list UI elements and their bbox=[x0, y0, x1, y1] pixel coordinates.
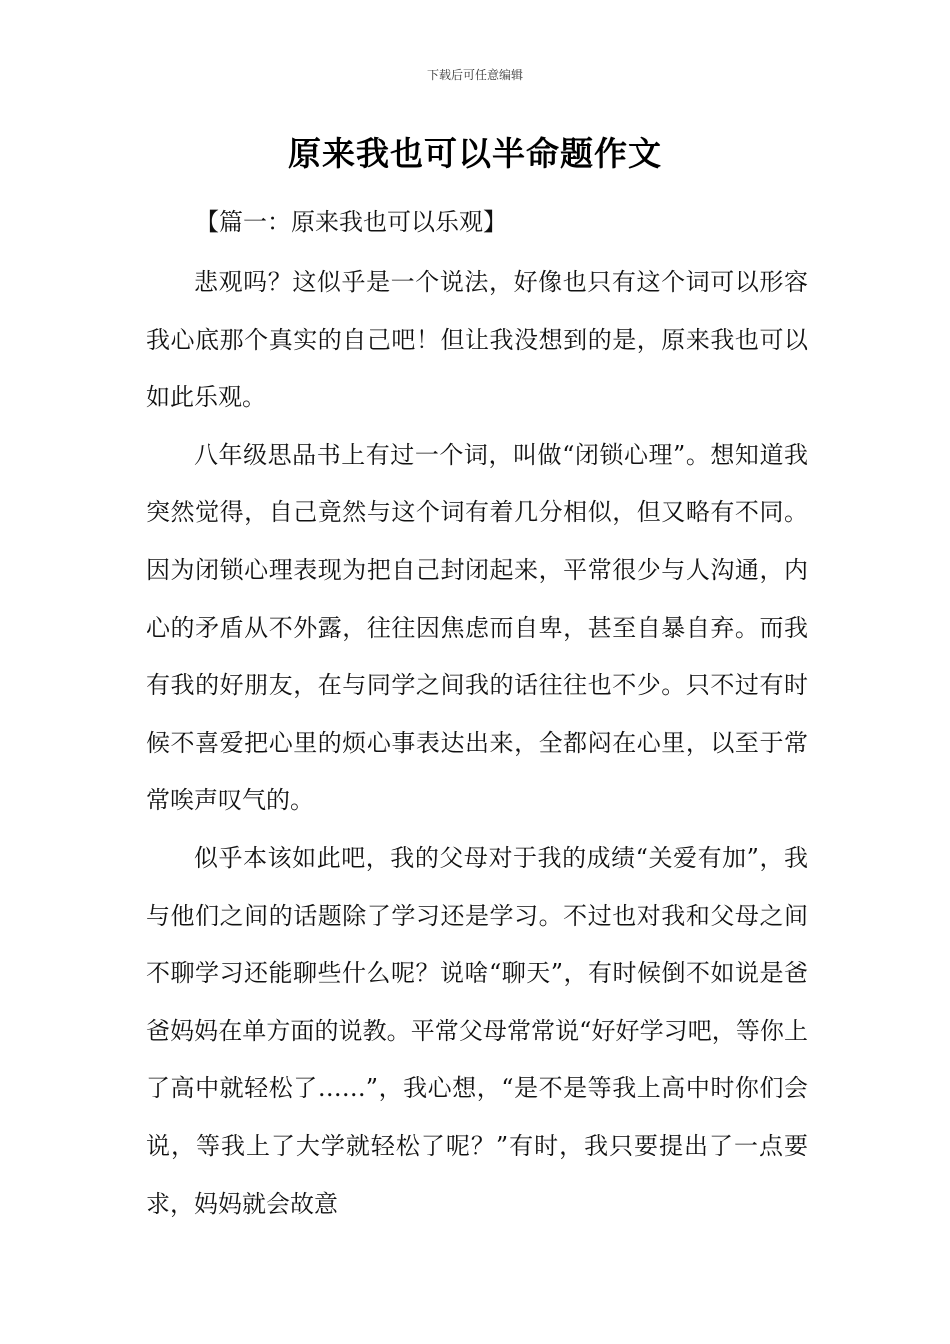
paragraph: 似乎本该如此吧，我的父母对于我的成绩“关爱有加”，我与他们之间的话题除了学习还是学习。不过也对我和父母之间不聊学习还能聊些什么呢？说啥“聊天”，有时候倒不如说是爸爸妈妈在单方面的说教。平常父母常常说“好好学习吧，等你上了高中就轻松了……”，我心想，“是不是等我上高中时你们会说，等我上了大学就轻松了呢？”有时，我只要提出了一点要求，妈妈就会故意 bbox=[146, 843, 808, 1218]
body-text bbox=[146, 254, 808, 1233]
paragraph: 悲观吗？这似乎是一个说法，好像也只有这个词可以形容我心底那个真实的自己吧！但让我没想到的是，原来我也可以如此乐观。 bbox=[146, 268, 808, 412]
header-note: 下载后可任意编辑 bbox=[426, 68, 523, 82]
page-title: 原来我也可以半命题作文 bbox=[288, 134, 662, 173]
section-heading: 【篇一：原来我也可以乐观】 bbox=[195, 208, 507, 236]
paragraph: 八年级思品书上有过一个词，叫做“闭锁心理”。想知道我突然觉得，自己竟然与这个词有着几分相似，但又略有不同。因为闭锁心理表现为把自己封闭起来，平常很少与人沟通，内心的矛盾从不外露，往往因焦虑而自卑，甚至自暴自弃。而我有我的好朋友，在与同学之间我的话往往也不少。只不过有时候不喜爱把心里的烦心事表达出来，全都闷在心里，以至于常常唉声叹气的。 bbox=[146, 440, 808, 815]
